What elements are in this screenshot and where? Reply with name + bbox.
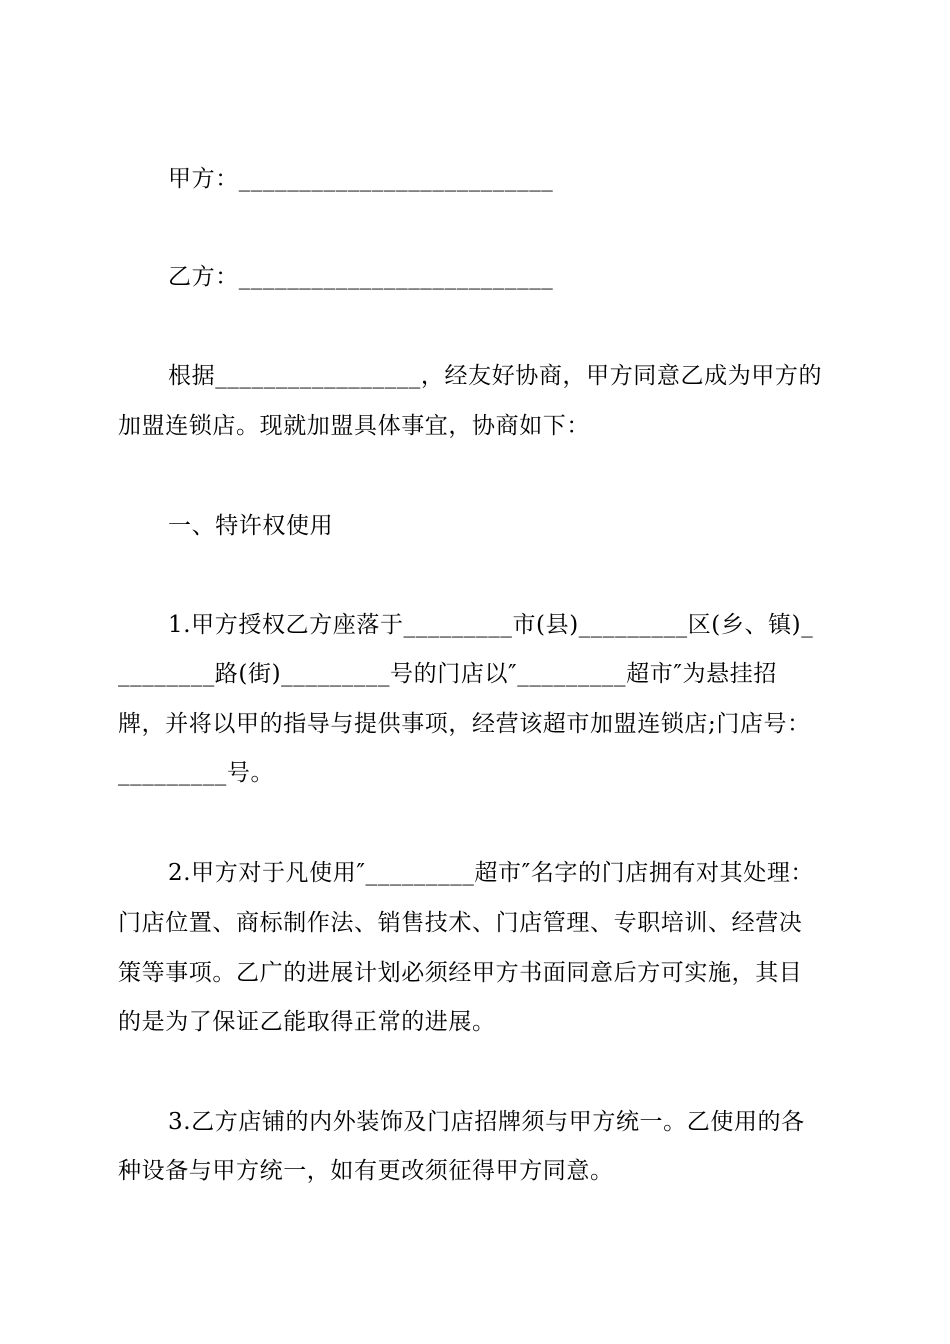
- item-1-line-1: 1.甲方授权乙方座落于_________市(县)_________区(乡、镇)_: [168, 612, 814, 638]
- party-a-line: 甲方：__________________________: [168, 166, 554, 192]
- intro-line-2: 加盟连锁店。现就加盟具体事宜，协商如下：: [118, 413, 590, 439]
- section-1-heading: 一、特许权使用: [168, 513, 334, 539]
- item-3-line-1: 3.乙方店铺的内外装饰及门店招牌须与甲方统一。乙使用的各: [168, 1109, 805, 1135]
- intro-line-1: 根据_________________，经友好协商，甲方同意乙成为甲方的: [168, 363, 823, 389]
- item-3-line-2: 种设备与甲方统一，如有更改须征得甲方同意。: [118, 1158, 614, 1184]
- item-2-line-4: 的是为了保证乙能取得正常的进展。: [118, 1009, 496, 1035]
- party-b-line: 乙方：__________________________: [168, 264, 554, 290]
- item-2-line-1: 2.甲方对于凡使用″_________超市″名字的门店拥有对其处理：: [168, 860, 815, 886]
- item-1-line-2: ________路(街)_________号的门店以″_________超市″为悬挂招: [118, 661, 777, 687]
- item-2-line-3: 策等事项。乙广的进展计划必须经甲方书面同意后方可实施，其目: [118, 960, 803, 986]
- item-2-line-2: 门店位置、商标制作法、销售技术、门店管理、专职培训、经营决: [118, 910, 803, 936]
- item-1-line-3: 牌，并将以甲的指导与提供事项，经营该超市加盟连锁店;门店号：: [118, 711, 811, 737]
- item-1-line-4: _________号。: [118, 760, 275, 786]
